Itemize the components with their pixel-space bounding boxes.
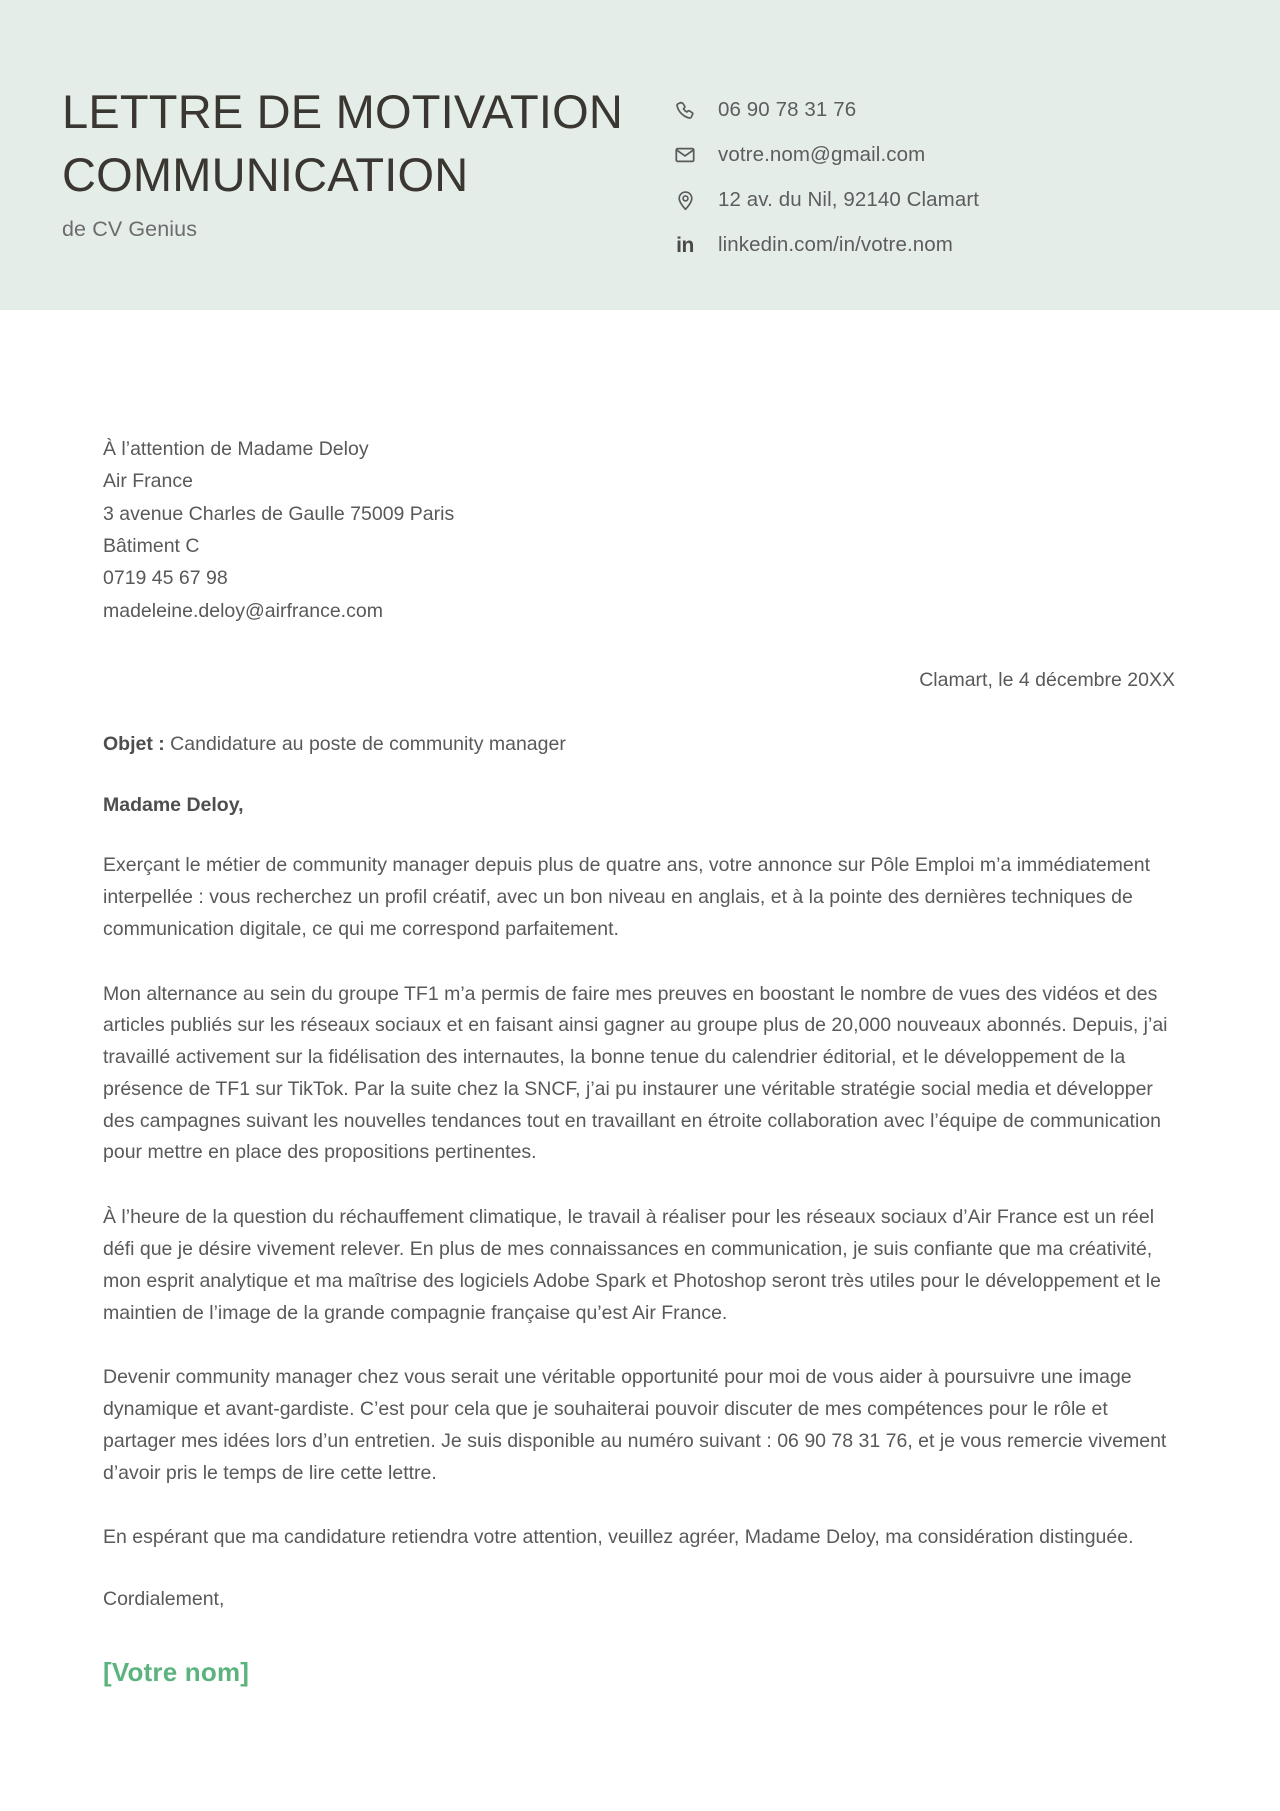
linkedin-icon: in <box>676 233 694 257</box>
subject-label: Objet : <box>103 733 165 756</box>
subject-value: Candidature au poste de community manager <box>170 733 566 756</box>
letter-header <box>0 0 1280 310</box>
contact-email-value: votre.nom@gmail.com <box>718 142 926 166</box>
body-paragraph-1: Exerçant le métier de community manager depuis plus de quatre ans, votre annonce sur Pôle Emploi m’a immédiatement interpellée : vous recherchez un profil créatif, avec un bon niveau en anglais, et à la pointe des dernières techniques de communication digitale, ce qui me correspond parfaitement. <box>103 854 1151 940</box>
envelope-icon <box>672 142 698 168</box>
contact-phone-value: 06 90 78 31 76 <box>718 97 857 121</box>
header-title-block <box>62 55 662 242</box>
contact-linkedin-value: linkedin.com/in/votre.nom <box>718 232 953 256</box>
contact-list <box>662 55 1220 258</box>
contact-email[interactable] <box>672 142 1220 168</box>
letter-body <box>0 310 1280 1778</box>
subject-line <box>103 733 1180 756</box>
closing-line: Cordialement, <box>103 1588 225 1611</box>
phone-icon <box>672 97 698 123</box>
body-paragraph-5: En espérant que ma candidature retiendra votre attention, veuillez agréer, Madame Deloy, ma considération distinguée. <box>103 1526 1134 1549</box>
contact-linkedin[interactable] <box>672 232 1220 258</box>
contact-address[interactable] <box>672 187 1220 213</box>
contact-phone[interactable] <box>672 97 1220 123</box>
salutation: Madame Deloy, <box>103 794 244 817</box>
body-paragraph-2: Mon alternance au sein du groupe TF1 m’a permis de faire mes preuves en boostant le nombre de vues des vidéos et des articles publiés sur les réseaux sociaux et en faisant ainsi gagner au groupe plus de 20,000 nouveaux abonnés. Depuis, j’ai travaillé activement sur la fidélisation des internautes, la bonne tenue du calendrier éditorial, et le développement de la présence de TF1 sur TikTok. Par la suite chez la SNCF, j’ai pu instaurer une véritable stratégie social media et développer des campagnes suivant les nouvelles tendances tout en travaillant en étroite collaboration avec l’équipe de communication pour mettre en place des propositions pertinentes. <box>103 982 1168 1164</box>
location-pin-icon <box>672 187 698 213</box>
date-line: Clamart, le 4 décembre 20XX <box>919 669 1175 692</box>
recipient-address-block: À l’attention de Madame Deloy Air France 3 avenue Charles de Gaulle 75009 Paris Bâtiment C 0719 45 67 98 madeleine.deloy@airfrance.com <box>103 438 455 622</box>
signature-name: [Votre nom] <box>103 1657 250 1688</box>
body-paragraph-4: Devenir community manager chez vous serait une véritable opportunité pour moi de vous aider à poursuivre une image dynamique et avant-gardiste. C’est pour cela que je souhaiterai pouvoir discuter de mes compétences pour le rôle et partager mes idées lors d’un entretien. Je suis disponible au numéro suivant : 06 90 78 31 76, et je vous remercie vivement d’avoir pris le temps de lire cette lettre. <box>103 1366 1167 1484</box>
page-title: LETTRE DE MOTIVATION COMMUNICATION <box>62 85 624 201</box>
page-subtitle: de CV Genius <box>62 217 198 241</box>
body-paragraph-3: À l’heure de la question du réchauffement climatique, le travail à réaliser pour les réseaux sociaux d’Air France est un réel défi que je désire vivement relever. En plus de mes connaissances en communication, je suis confiante que ma créativité, mon esprit analytique et ma maîtrise des logiciels Adobe Spark et Photoshop seront très utiles pour le développement et le maintien de l’image de la grande compagnie française qu’est Air France. <box>103 1206 1161 1324</box>
contact-address-value: 12 av. du Nil, 92140 Clamart <box>718 187 980 211</box>
